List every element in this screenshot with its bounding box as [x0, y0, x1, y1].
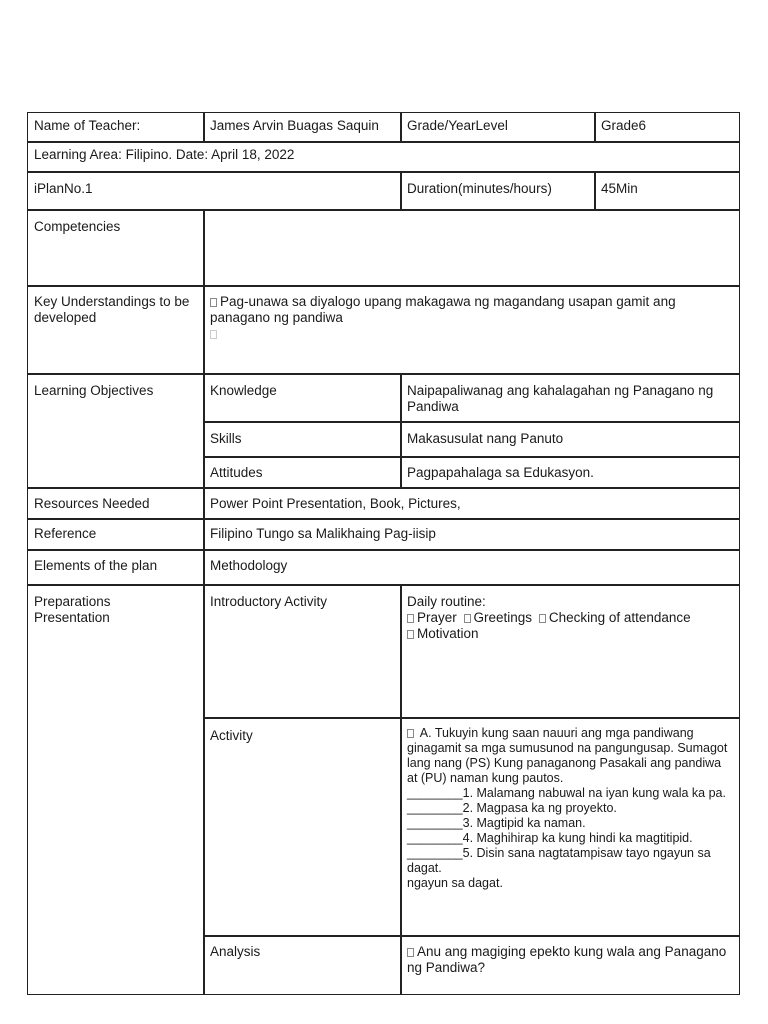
checkbox-icon: [407, 614, 414, 623]
teacher-name: [203, 112, 402, 143]
objective-value-skills: [400, 421, 740, 458]
checkbox-icon: [464, 614, 471, 623]
daily-routine-title: Daily routine:: [407, 594, 486, 609]
checkbox-icon: [210, 298, 217, 307]
resources-value: [203, 487, 740, 520]
objective-value-text: Pagpapahalaga sa Edukasyon.: [407, 465, 594, 480]
reference-value: [203, 518, 740, 551]
competencies-value: [203, 209, 740, 287]
preparations-label: [27, 584, 205, 995]
activity-instruction: A. Tukuyin kung saan nauuri ang mga pandiwang ginagamit sa mga sumusunod na pangungusap. Sumagot lang nang (PS) Kung panaganong Pasakali ang pandiwa at (PU) naman kung pautos.: [407, 726, 728, 785]
grade-value: [594, 112, 740, 143]
routine-item: Greetings: [473, 610, 533, 625]
analysis-content: [400, 935, 740, 995]
plan-number-text: iPlanNo.1: [34, 181, 93, 196]
activity-item: ________3. Magtipid ka naman.: [407, 816, 586, 830]
key-understandings-value: [203, 285, 740, 375]
objective-type-text: Attitudes: [210, 465, 263, 480]
resources-value-text: Power Point Presentation, Book, Pictures,: [210, 496, 461, 511]
resources-label: [27, 487, 205, 520]
resources-label-text: Resources Needed: [34, 496, 150, 511]
activity-content: [400, 717, 740, 937]
activity-item: ngayun sa dagat.: [407, 876, 503, 890]
reference-value-text: Filipino Tungo sa Malikhaing Pag-iisip: [210, 526, 436, 541]
key-understandings-text: Pag-unawa sa diyalogo upang makagawa ng magandang usapan gamit ang panagano ng pandiwa: [210, 294, 676, 325]
learning-area-date-text: Learning Area: Filipino. Date: April 18, 2022: [34, 147, 295, 162]
analysis-question: Anu ang magiging epekto kung wala ang Panagano ng Pandiwa?: [407, 944, 727, 975]
grade-label: [400, 112, 596, 143]
analysis-label: [203, 935, 402, 995]
duration-value: [594, 171, 740, 211]
learning-area-date: [27, 141, 740, 173]
grade-label-text: Grade/YearLevel: [407, 118, 508, 133]
reference-label: [27, 518, 205, 551]
key-understandings-label: [27, 285, 205, 375]
objective-type-skills: [203, 421, 402, 458]
checkbox-icon: [407, 630, 414, 639]
learning-objectives-label-text: Learning Objectives: [34, 383, 154, 398]
intro-activity-label-text: Introductory Activity: [210, 594, 328, 609]
checkbox-icon: [407, 948, 414, 957]
activity-item: ________1. Malamang nabuwal na iyan kung wala ka pa.: [407, 786, 726, 800]
elements-value: [203, 549, 740, 586]
duration-value-text: 45Min: [601, 181, 638, 196]
grade-value-text: Grade6: [601, 118, 647, 133]
elements-label: [27, 549, 205, 586]
checkbox-icon: [407, 729, 414, 738]
key-understandings-label-text: Key Understandings to be developed: [34, 294, 190, 325]
objective-type-attitudes: [203, 456, 402, 489]
duration-label-text: Duration(minutes/hours): [407, 181, 552, 196]
learning-objectives-label: [27, 373, 205, 489]
duration-label: [400, 171, 596, 211]
activity-item: ________5. Disin sana nagtatampisaw tayo ngayun sa dagat.: [407, 846, 711, 875]
teacher-name-text: James Arvin Buagas Saquin: [210, 118, 379, 133]
objective-value-attitudes: [400, 456, 740, 489]
teacher-label-text: Name of Teacher:: [34, 118, 141, 133]
analysis-label-text: Analysis: [210, 944, 261, 959]
activity-label: [203, 717, 402, 937]
intro-activity-content: [400, 584, 740, 719]
presentation-text: Presentation: [34, 610, 110, 625]
elements-label-text: Elements of the plan: [34, 558, 158, 573]
intro-activity-label: [203, 584, 402, 719]
elements-value-text: Methodology: [210, 558, 288, 573]
activity-item: ________4. Maghihirap ka kung hindi ka magtitipid.: [407, 831, 693, 845]
routine-item: Checking of attendance: [548, 610, 691, 625]
objective-value-text: Makasusulat nang Panuto: [407, 431, 564, 446]
motivation-text: Motivation: [417, 626, 479, 641]
activity-item: ________2. Magpasa ka ng proyekto.: [407, 801, 617, 815]
plan-number: [27, 171, 402, 211]
competencies-label-text: Competencies: [34, 219, 121, 234]
objective-type-text: Skills: [210, 431, 242, 446]
objective-type-text: Knowledge: [210, 383, 277, 398]
objective-value-knowledge: [400, 373, 740, 423]
activity-label-text: Activity: [210, 728, 253, 743]
reference-label-text: Reference: [34, 526, 97, 541]
objective-value-text: Naipapaliwanag ang kahalagahan ng Panagano ng Pandiwa: [407, 383, 714, 414]
checkbox-icon: [539, 614, 546, 623]
teacher-label: [27, 112, 205, 143]
checkbox-icon: [210, 330, 217, 339]
preparations-text: Preparations: [34, 594, 111, 609]
routine-item: Prayer: [417, 610, 457, 625]
objective-type-knowledge: [203, 373, 402, 423]
competencies-label: [27, 209, 205, 287]
